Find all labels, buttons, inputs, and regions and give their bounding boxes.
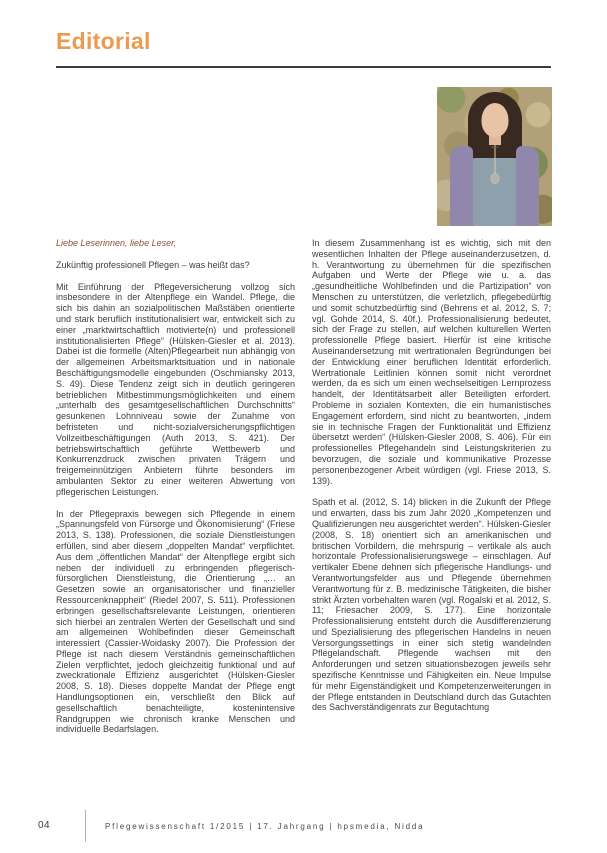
right-paragraph-2: Spath et al. (2012, S. 14) blicken in die Zukunft der Pflege und erwarten, dass bis zum Jahr 2020 „Kompetenzen und Qualifizierungen neu ausgerichtet werden“. Hülsken-Giesler (2008, S. 18) orientiert sich an amerikanischen und britischen Vorbildern, die mehrspurig – vertikale als auch horizontale Professionalisierungswege – einschlagen. Auf vertikaler Ebene dehnen sich pflegerische Handlungs- und Verantwortungsfelder aus und Pflegende übernehmen Verantwortung für z. B. medizinische Tätigkeiten, die bisher strikt Ärzten vorbehalten waren (vgl. Rogalski et al. 2012, S. 11; Friesacher 2009, S. 177). Eine horizontale Professionalisierung entsteht durch die Ausdifferenzierung und Spezialisierung des pflegerischen Handelns in neuen Versorgungssettings in einer sich stetig wandelnden Pflegelandschaft. Pflegende wachsen mit den Anforderungen und setzen situationsbezogen jeweils sehr spezifische Kenntnisse und Fähigkeiten ein. Neue Impulse für mehr Eigenständigkeit und Kompetenzerweiterungen in der Pflege entstanden in Deutschland durch das Gutachten des Sachverständigenrats zur Begutachtung — [312, 497, 551, 713]
editor-portrait-photo — [437, 87, 552, 226]
text-column-left — [56, 238, 295, 735]
page-title: Editorial — [56, 28, 151, 54]
editorial-question: Zukünftig professionell Pflegen – was heißt das? — [56, 259, 250, 270]
greeting-line: Liebe Leserinnen, liebe Leser, — [56, 238, 177, 248]
left-paragraph-2: In der Pflegepraxis bewegen sich Pflegende in einem „Spannungsfeld von Fürsorge und Ökonomisierung“ (Friese 2013, S. 138). Professionen, die soziale Dienstleistungen erfüllen, sind aber diesem „doppelten Mandat“ verpflichtet. Aus dem „öffentlichen Mandat“ der Altenpflege ergibt sich neben der individuell zu erbringenden pflegerisch-fürsorglichen Dienstleistung, die Orientierung „… an Gesetzen sowie an organisatorischer und finanzieller Ressourcenknappheit“ (Riedel 2007, S. 511). Professionen erbringen gesellschaftsrelevante Leistungen, orientieren sich hierbei an zentralen Werten der Gesellschaft und sind am allgemeinen Wohlbefinden dieser Gemeinschaft interessiert (Cassier-Woidasky 2007). Die Profession der Pflege ist nach diesem Verständnis gemeinschaftlichen Zielen verpflichtet, jedoch gleichzeitig funktional und auf zweckrationale Effizienz ausgerichtet (Hülsken-Giesler 2008, S. 18). Dieses doppelte Mandat der Pflege engt Handlungsoptionen ein, verschließt den Blick auf gesellschaftlich benachteiligte, kostenintensive Randgruppen wie chronisch kranke Menschen und individuelle Bedarfslagen. — [56, 508, 295, 735]
portrait-face — [481, 103, 508, 137]
footer-journal-line: Pflegewissenschaft 1/2015 | 17. Jahrgang | hpsmedia, Nidda — [105, 822, 425, 831]
footer-vertical-divider — [85, 810, 86, 842]
text-column-right — [312, 238, 551, 713]
title-rule-divider — [56, 66, 551, 68]
left-paragraph-1: Mit Einführung der Pflegeversicherung vollzog sich insbesondere in der Altenpflege ein Wandel. Pflege, die sich bis dahin an sozialpolitischen Maßstäben orientierte und stark beruflich institutionalisiert war, entwickelt sich zu einer „marktwirtschaftlich motivierte(n) und professionell institutionalisierten Pflege“ (Hülsken-Giesler et al. 2013). Dabei ist die formelle (Alten)Pflegearbeit nun abhängig von der allgemeinen Arbeitsmarktsituation und in nationale Beschäftigungsmodelle eingebunden (Oschmiansky 2013, S. 49). Diese Tendenz zeigt sich in deutlich geringeren betrieblichen Mitbestimmungsmöglichkeiten und einem „unterhalb des gesamtgesellschaftlichen Durchschnitts“ gesunkenen Lohnniveau sowie der Zunahme von befristeten und nicht-sozialversicherungspflichtigen Vollzeitbeschäftigungen (Auth 2013, S. 421). Der betriebswirtschaftlich geführte Wettbewerb und Konkurrenzdruck zwischen privaten Trägern und freigemeinnützigen Anbietern führte besonders im ambulanten Sektor zu einer weiteren Abwertung von pflegerischen Leistungen. — [56, 281, 295, 497]
portrait-smile — [490, 143, 499, 148]
portrait-cardigan-right — [516, 146, 539, 226]
portrait-necklace-chain — [494, 145, 495, 173]
footer-page-number: 04 — [38, 820, 51, 831]
portrait-cardigan-left — [450, 146, 473, 226]
portrait-necklace-pendant — [490, 173, 499, 184]
right-paragraph-1: In diesem Zusammenhang ist es wichtig, sich mit den wesentlichen Inhalten der Pflege auseinanderzusetzen, d. h. Verantwortung zu übernehmen für die spezifischen Aufgaben und Werte der Pflege wie u. a. das „gesundheitliche Wohlbefinden und die Partizipation“ von Menschen zu unterstützen, die verletzlich, pflegebedürftig und somit schutzbedürftig sind (Behrens et al. 2012, S. 7; vgl. Gohde 2014, S. 40f.). Professionalisierung bedeutet, sich der Frage zu stellen, auf welchen kulturellen Werten professionelle Pflege basiert. Hierfür ist eine kritische Auseinandersetzung mit wertrationalen Begründungen bei der Entwicklung einer beruflichen Identität erforderlich. Wertrationale Leitlinien können somit nicht verordnet werden, da es sich um einen wechselseitigen Lernprozess handelt, der Identitätsarbeit aller Beteiligten erfordert. Probleme in sozialen Kontexten, die ein humanistisches Engagement erfordern, sind nicht zu beantworten, „indem sie in technische Fragen der Funktionalität und Effizienz übersetzt werden“ (Hülsken-Giesler 2008, S. 406). Für ein professionelles Pflegehandeln sind Leistungskriterien zu bevorzugen, die soziale und kommunikative Prozesse personenbezogener Arbeit würdigen (vgl. Friese 2013, S. 139). — [312, 238, 551, 486]
